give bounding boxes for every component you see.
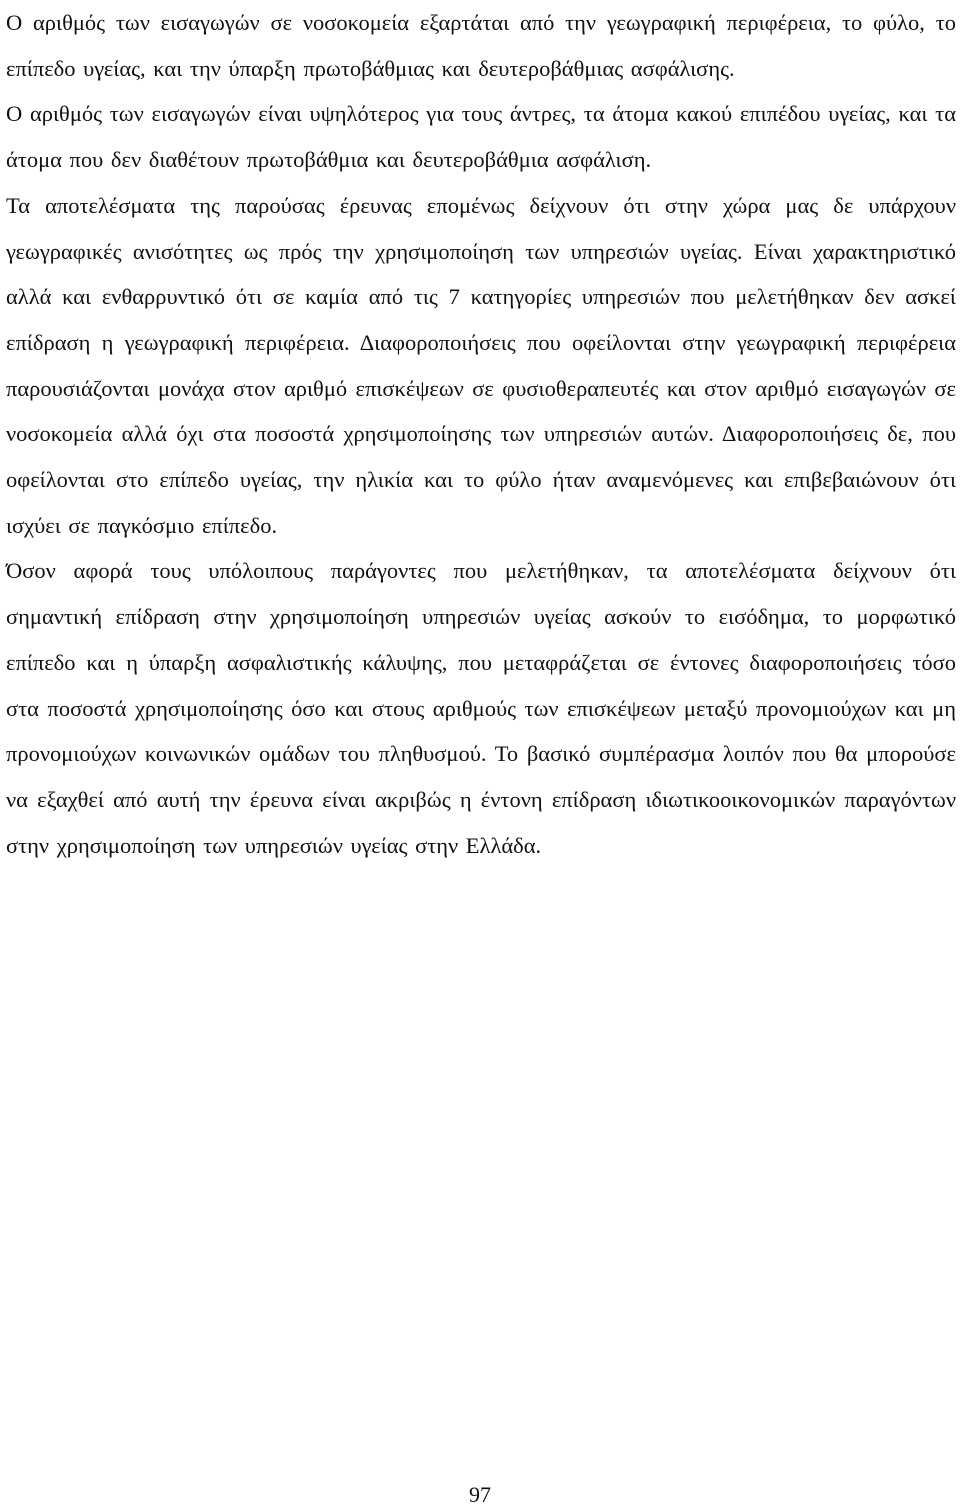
paragraph-geographic-findings: Τα αποτελέσματα της παρούσας έρευνας επομένως δείχνουν ότι στην χώρα μας δε υπάρχουν γεωγραφικές ανισότητες ως πρός την χρησιμοποίηση των υπηρεσιών υγείας. Είναι χαρακτηριστικό αλλά και ενθαρρυντικό ότι σε καμία από τις 7 κατηγορίες υπηρεσιών που μελετήθηκαν δεν ασκεί επίδραση η γεωγραφική περιφέρεια. Διαφοροποιήσεις που οφείλονται στην γεωγραφική περιφέρεια παρουσιάζονται μονάχα στον αριθμό επισκέψεων σε φυσιοθεραπευτές και στον αριθμό εισαγωγών σε νοσοκομεία αλλά όχι στα ποσοστά χρησιμοποίησης των υπηρεσιών αυτών. Διαφοροποιήσεις δε, που οφείλονται στο επίπεδο υγείας, την ηλικία και το φύλο ήταν αναμενόμενες και επιβεβαιώνουν ότι ισχύει σε παγκόσμιο επίπεδο. <box>6 192 956 538</box>
paragraph-admissions-groups: Ο αριθμός των εισαγωγών είναι υψηλότερος για τους άντρες, τα άτομα κακού επιπέδου υγείας, και τα άτομα που δεν διαθέτουν πρωτοβάθμια και δευτεροβάθμια ασφάλιση. <box>6 101 956 173</box>
paragraph-socioeconomic-conclusion: Όσον αφορά τους υπόλοιπους παράγοντες που μελετήθηκαν, τα αποτελέσματα δείχνουν ότι σημαντική επίδραση στην χρησιμοποίηση υπηρεσιών υγείας ασκούν το εισόδημα, το μορφωτικό επίπεδο και η ύπαρξη ασφαλιστικής κάλυψης, που μεταφράζεται σε έντονες διαφοροποιήσεις τόσο στα ποσοστά χρησιμοποίησης όσο και στους αριθμούς των επισκέψεων μεταξύ προνομιούχων και μη προνομιούχων κοινωνικών ομάδων του πληθυσμού. Το βασικό συμπέρασμα λοιπόν που θα μπορούσε να εξαχθεί από αυτή την έρευνα είναι ακριβώς η έντονη επίδραση ιδιωτικοοικονομικών παραγόντων στην χρησιμοποίηση των υπηρεσιών υγείας στην Ελλάδα. <box>6 558 956 858</box>
page-number: 97 <box>469 1482 491 1507</box>
body-text <box>6 0 956 868</box>
paragraph-admissions-factors: Ο αριθμός των εισαγωγών σε νοσοκομεία εξαρτάται από την γεωγραφική περιφέρεια, το φύλο, το επίπεδο υγείας, και την ύπαρξη πρωτοβάθμιας και δευτεροβάθμιας ασφάλισης. <box>6 10 956 81</box>
